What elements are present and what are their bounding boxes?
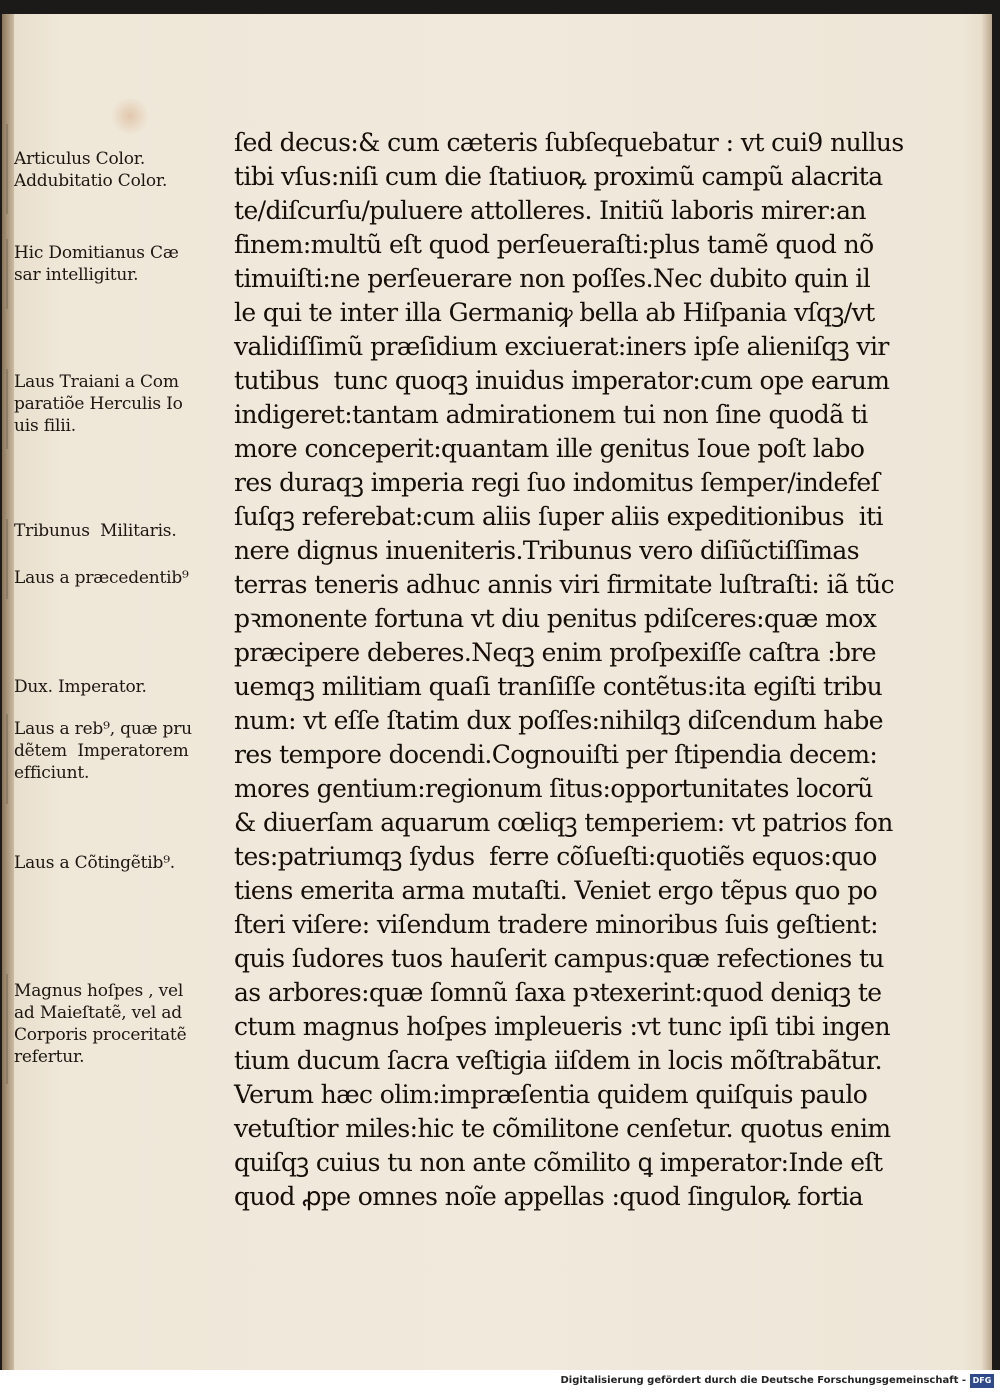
text-line: ſuſqꝫ referebat:cum aliis ſuper aliis expeditionibus iti bbox=[234, 502, 883, 531]
digitization-footer bbox=[0, 1370, 1000, 1395]
margin-note-laus-rebus: Laus a reb⁹, quæ pru dẽtem Imperatorem efficiunt. bbox=[14, 719, 192, 783]
text-line: mores gentium:regionum ſitus:opportunitates locorũ bbox=[234, 774, 873, 803]
margin-rule bbox=[6, 519, 8, 599]
text-line: tium ducum ſacra veſtigia iiſdem in locis mõſtrabãtur. bbox=[234, 1046, 882, 1075]
text-line: le qui te inter illa Germaniꝙ bella ab Hiſpania vſqꝫ/vt bbox=[234, 298, 875, 327]
text-line: nere dignus inueniteris.Tribunus vero diſiũctiſſimas bbox=[234, 536, 859, 565]
margin-rule bbox=[6, 714, 8, 804]
text-line: Verum hæc olim:impræſentia quidem quiſquis paulo bbox=[234, 1080, 868, 1109]
margin-note-domitianus: Hic Domitianus Cæ sar intelligitur. bbox=[14, 243, 179, 285]
margin-note-laus-contingentibus: Laus a Cõtingẽtib⁹. bbox=[14, 853, 176, 873]
text-line: te/diſcurſu/puluere attolleres. Initiũ laboris mirer:an bbox=[234, 196, 866, 225]
margin-rule bbox=[6, 974, 8, 1084]
main-text-block bbox=[234, 126, 924, 1214]
margin-note-articulus: Articulus Color. Addubitatio Color. bbox=[14, 149, 168, 191]
margin-rule bbox=[6, 124, 8, 214]
text-line: tiens emerita arma mutaſti. Veniet ergo tẽpus quo po bbox=[234, 876, 878, 905]
margin-note-dux-imperator: Dux. Imperator. bbox=[14, 677, 147, 697]
funding-credit: Digitalisierung gefördert durch die Deutsche Forschungsgemeinschaft - bbox=[560, 1375, 966, 1386]
text-line: ſteri viſere: viſendum tradere minoribus ſuis geſtient: bbox=[234, 910, 878, 939]
text-line: & diuerſam aquarum cœliqꝫ temperiem: vt patrios fon bbox=[234, 808, 893, 837]
book-page bbox=[2, 14, 992, 1370]
text-line: quod ꝓpe omnes noĩe appellas :quod ſinguloꝶ fortia bbox=[234, 1182, 863, 1211]
text-line: tibi vſus:niſi cum die ſtatiuoꝶ proximũ campũ alacrita bbox=[234, 162, 883, 191]
text-line: tutibus tunc quoqꝫ inuidus imperator:cum ope earum bbox=[234, 366, 890, 395]
text-line: terras teneris adhuc annis viri firmitate luſtraſti: iã tũc bbox=[234, 570, 894, 599]
text-line: validiſſimũ præſidium exciuerat:iners ipſe alieniſqꝫ vir bbox=[234, 332, 889, 361]
margin-note-tribunus: Tribunus Militaris. bbox=[14, 521, 177, 541]
text-line: tes:patriumqꝫ ſydus ferre cõſueſti:quotiẽs equos:quo bbox=[234, 842, 877, 871]
margin-note-laus-praecedentibus: Laus a præcedentib⁹ bbox=[14, 568, 189, 588]
margin-rule bbox=[6, 369, 8, 449]
text-line: indigeret:tantam admirationem tui non ſine quodã ti bbox=[234, 400, 868, 429]
text-line: finem:multũ eſt quod perſeueraſti:plus tamẽ quod nõ bbox=[234, 230, 874, 259]
text-line: vetuſtior miles:hic te cõmilitone cenſetur. quotus enim bbox=[234, 1114, 891, 1143]
text-line: ſed decus:& cum cæteris ſubſequebatur : vt cui9 nullus bbox=[234, 128, 904, 157]
margin-note-magnus-hospes: Magnus hoſpes , vel ad Maieſtatẽ, vel ad Corporis proceritatẽ refertur. bbox=[14, 981, 187, 1067]
text-line: res tempore docendi.Cognouiſti per ſtipendia decem: bbox=[234, 740, 878, 769]
text-line: num: vt eſſe ſtatim dux poſſes:nihilqꝫ diſcendum habe bbox=[234, 706, 883, 735]
text-line: res duraqꝫ imperia regi ſuo indomitus ſemper/indefeſ bbox=[234, 468, 880, 497]
margin-rule bbox=[6, 239, 8, 309]
text-line: quis ſudores tuos hauſerit campus:quæ refectiones tu bbox=[234, 944, 884, 973]
text-line: as arbores:quæ ſomnũ ſaxa pꝛtexerint:quod deniqꝫ te bbox=[234, 978, 882, 1007]
text-line: pꝛmonente fortuna vt diu penitus pdiſceres:quæ mox bbox=[234, 604, 877, 633]
text-line: ctum magnus hoſpes impleueris :vt tunc ipſi tibi ingen bbox=[234, 1012, 891, 1041]
text-line: præcipere deberes.Neqꝫ enim proſpexiſſe caſtra :bre bbox=[234, 638, 876, 667]
text-line: quiſqꝫ cuius tu non ante cõmilito ꝗ imperator:Inde eſt bbox=[234, 1148, 883, 1177]
margin-note-laus-traiani: Laus Traiani a Com paratiõe Herculis Io uis filii. bbox=[14, 372, 183, 436]
text-line: more conceperit:quantam ille genitus Ioue poſt labo bbox=[234, 434, 865, 463]
dfg-logo: DFG bbox=[970, 1374, 994, 1388]
page-right-edge bbox=[982, 14, 992, 1370]
text-line: timuiſti:ne perſeuerare non poſſes.Nec dubito quin il bbox=[234, 264, 871, 293]
text-line: uemqꝫ militiam quaſi tranſiſſe contẽtus:ita egiſti tribu bbox=[234, 672, 883, 701]
paper-stain bbox=[110, 98, 150, 134]
page-spine-edge bbox=[2, 14, 14, 1370]
